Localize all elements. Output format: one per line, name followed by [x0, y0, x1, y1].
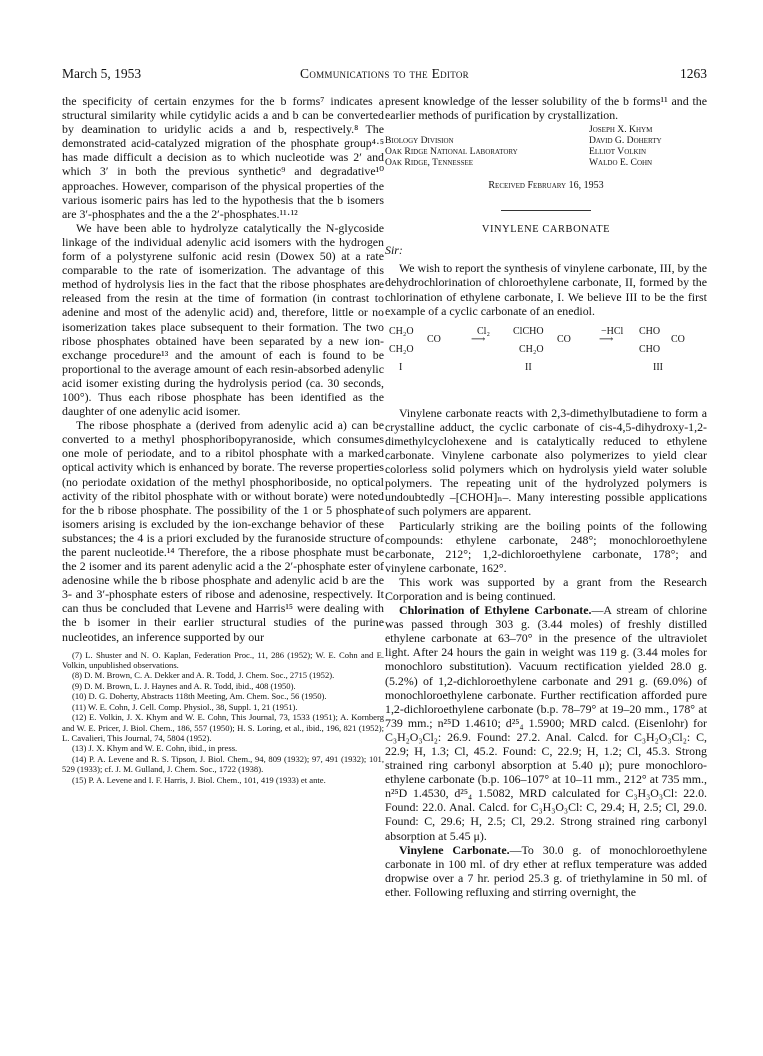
author-names — [589, 124, 707, 168]
compound-label: III — [653, 361, 663, 373]
author-name: Waldo E. Cohn — [589, 157, 653, 169]
formula-fragment: CHO — [639, 325, 661, 337]
paragraph: We have been able to hydrolyze catalytically the N-glycoside linkage of the individual adenylic acid isomers with the hydrogen form of a polystyrene sulfonic acid resin (Dowex 50) at a rate comparable to the rate of isomerization. The advantage of this method of hydrolysis lies in the fact that the ribose phosphates are released from the resin at the time of formation (in contrast to adenine and most of the adenylic acid) and, therefore, little or no isomerization takes place subsequent to their formation. The two ribose phosphates obtained have been separated by a new ion-exchange procedure¹³ and the amount of each is found to be proportional to the average amount of each resin-absorbed adenylic acid isomer existing during the hydrolysis period (ca. 30 seconds, 100°). Thus each ribose phosphate has been identified as the daughter of one adenylic acid isomer. — [62, 220, 384, 419]
reaction-arrow-icon: ⟶ — [471, 333, 486, 345]
arrow-reagent: Cl₂ — [477, 325, 490, 337]
right-column — [385, 94, 707, 899]
paragraph: The ribose phosphate a (derived from adenylic acid a) can be converted to a methyl phosphoribopyranoside, which consumes one mole of periodate, and to a ribitol phosphate with a marked optical activity which is enhanced by borate. The reverse properties (no periodate oxidation of the methyl phosphoriboside, no optical activity of the ribitol phosphate with or without borate) were noted for the b ribose phosphate. The possibility of the 1 or 5 phosphate isomers arising is excluded by the ion-exchange behavior of these substances; the 4 is a priori excluded by the furanoside structure of the parent nucleotide.¹⁴ Therefore, the a ribose phosphate must be the 2 isomer and its parent adenylic acid a the 2′-phosphate ester of adenosine while the b ribose phosphate and adenylic acid b are the 3- and 3′-phosphate esters of ribose and adenosine, respectively. It can thus be concluded that Levene and Harris¹⁵ were dealing with the b isomer in their earlier structural studies of the purine nucleotides, an inference supported by our — [62, 418, 384, 644]
affiliation — [385, 124, 585, 168]
author-name: David G. Doherty — [589, 135, 662, 147]
footnote: (10) D. G. Doherty, Abstracts 118th Meeting, Am. Chem. Soc., 56 (1950). — [72, 691, 327, 702]
paragraph: Particularly striking are the boiling points of the following compounds: ethylene carbonate, 248°; monochloroethylene carbonate, 212°; 1,2-dichloroethylene carbonate, 178°; and vinylene carbonate, 162°. — [385, 518, 707, 575]
paragraph-body: —A stream of chlorine was passed through 303 g. (3.44 moles) of freshly distilled ethylene carbonate at 63–70° in the presence of the ultraviolet light. After 24 hours the gain in weight was 119 g. (3.44 moles for monochloro substitution). Vacuum rectification yielded 28.0 g. (5.2%) of 1,2-dichloroethylene carbonate and 291 g. (69.0%) of monochloroethylene carbonate. Further rectification afforded pure 1,2-dichloroethylene carbonate (b.p. 78–79° at 19–20 mm., 178° at 739 mm.; n²⁵D 1.4610; d²⁵₄ 1.5900; MRD calcd. (Eisenlohr) for C₃H₂O₃Cl₂: 26.9. Found: 27.2. Anal. Calcd. for C₃H₂O₃Cl₂: C, 22.9; H, 1.3; Cl, 45.2. Found: C, 22.9; H, 1.2; Cl, 45.3. Strong strained ring carbonyl absorption at 5.40 μ); pure monochloro-ethylene carbonate (b.p. 106–107° at 10–11 mm., 212° at 735 mm., n²⁵D 1.4530, d²⁵₄ 1.5082, MRD calculated for C₃H₃O₃Cl: 22.0. Found: 22.0. Anal. Calcd. for C₃H₃O₃Cl: C, 29.4; H, 2.5; Cl, 29.0. Found: C, 29.6; H, 2.5; Cl, 29.2. Strong strained ring carbonyl absorption at 5.45 μ). — [385, 603, 707, 843]
footnote: (14) P. A. Levene and R. S. Tipson, J. Biol. Chem., 94, 809 (1932); 97, 491 (1932); 101, 529 (1933); cf. J. M. Gulland, J. Chem. Soc., 1722 (1938). — [62, 753, 384, 775]
paragraph: the specificity of certain enzymes for the b forms⁷ indicates a structural similarity while cytidylic acids a and b can be converted by deamination to uridylic acids a and b, respectively.⁸ The demonstrated acid-catalyzed migration of the phosphate group⁴·⁵ has made difficult a decision as to which nucleotide was 2′ and which 3′ in both the previous synthetic⁹ and degradative¹⁰ approaches. However, comparison of the physical properties of the various isomeric pairs has led to the hypothesis that the b isomers are 3′-phosphates and the a the 2′-phosphates.¹¹·¹² — [62, 94, 384, 221]
footnote: (13) J. X. Khym and W. E. Cohn, ibid., in press. — [72, 743, 238, 754]
footnote: (11) W. E. Cohn, J. Cell. Comp. Physiol., 38, Suppl. 1, 21 (1951). — [72, 701, 298, 712]
paragraph: We wish to report the synthesis of vinylene carbonate, III, by the dehydrochlorination of chloroethylene carbonate, II, formed by the chlorination of ethylene carbonate, I. We believe III to be the first example of a cyclic carbonate of an enediol. — [385, 261, 707, 318]
section-divider — [501, 210, 591, 211]
footnote: (15) P. A. Levene and I. F. Harris, J. Biol. Chem., 101, 419 (1933) et ante. — [72, 774, 326, 785]
formula-fragment: CH₂O — [519, 343, 544, 355]
affiliation-line: Biology Division — [385, 135, 454, 147]
arrow-reagent: −HCl — [601, 325, 624, 337]
formula-fragment: CO — [557, 333, 571, 345]
page-number: 1263 — [680, 66, 707, 81]
reaction-scheme — [385, 324, 707, 400]
footnote: (9) D. M. Brown, L. J. Haynes and A. R. Todd, ibid., 408 (1950). — [72, 680, 296, 691]
issue-date: March 5, 1953 — [62, 66, 142, 81]
author-signature-block — [385, 124, 707, 210]
left-column — [62, 94, 384, 785]
journal-section-title: Communications to the Editor — [300, 66, 469, 81]
affiliation-line: Oak Ridge National Laboratory — [385, 146, 518, 158]
paragraph: present knowledge of the lesser solubility of the b forms¹¹ and the earlier methods of purification by crystallization. — [385, 94, 707, 123]
compound-label: II — [525, 361, 532, 373]
footnote: (7) L. Shuster and N. O. Kaplan, Federation Proc., 11, 286 (1952); W. E. Cohn and E. Volkin, unpublished observations. — [62, 649, 384, 671]
paragraph — [385, 603, 707, 843]
paragraph: This work was supported by a grant from the Research Corporation and is being continued. — [385, 574, 707, 603]
formula-fragment: CHO — [639, 343, 661, 355]
formula-fragment: CH₂O — [389, 343, 414, 355]
formula-fragment: CO — [671, 333, 685, 345]
author-name: Elliot Volkin — [589, 146, 646, 158]
article-title: VINYLENE CARBONATE — [481, 224, 611, 236]
salutation: Sir: — [385, 243, 403, 258]
paragraph — [385, 843, 707, 899]
formula-fragment: CO — [427, 333, 441, 345]
footnotes — [62, 650, 384, 785]
received-date: Received February 16, 1953 — [488, 180, 604, 192]
run-in-heading: Chlorination of Ethylene Carbonate. — [399, 603, 592, 618]
formula-fragment: CH₂O — [389, 325, 414, 337]
affiliation-line: Oak Ridge, Tennessee — [385, 157, 474, 169]
paragraph-body: —To 30.0 g. of monochloroethylene carbonate in 100 ml. of dry ether at reflux temperature was added dropwise over a 7 hr. period 25.3 g. of triethylamine in 50 ml. of ether. Following refluxing and stirring overnight, the — [385, 842, 708, 899]
running-header — [62, 66, 707, 84]
formula-fragment: ClCHO — [513, 325, 544, 337]
footnote: (12) E. Volkin, J. X. Khym and W. E. Cohn, This Journal, 73, 1533 (1951); A. Kornberg and W. E. Pricer, J. Biol. Chem., 186, 557 (1950); H. S. Loring, et al., ibid., 196, 821 (1952); L. Cavalieri, This Journal, 74, 5804 (1952). — [62, 712, 384, 743]
author-name: Joseph X. Khym — [589, 124, 653, 136]
footnote: (8) D. M. Brown, C. A. Dekker and A. R. Todd, J. Chem. Soc., 2715 (1952). — [72, 670, 335, 681]
reaction-arrow-icon: ⟶ — [599, 333, 614, 345]
paragraph: Vinylene carbonate reacts with 2,3-dimethylbutadiene to form a crystalline adduct, the cyclic carbonate of cis-4,5-dihydroxy-1,2-dimethylcyclohexene and is catalytically reduced to ethylene carbonate. Vinylene carbonate also polymerizes to yield clear colorless solid polymers which on hydrolysis yield water soluble polymers. The repeating unit of the hydrolyzed polymers is undoubtedly –[CHOH]ₙ–. Many interesting possible applications of such polymers are apparent. — [385, 405, 707, 519]
run-in-heading: Vinylene Carbonate. — [399, 842, 510, 857]
compound-label: I — [399, 361, 403, 373]
